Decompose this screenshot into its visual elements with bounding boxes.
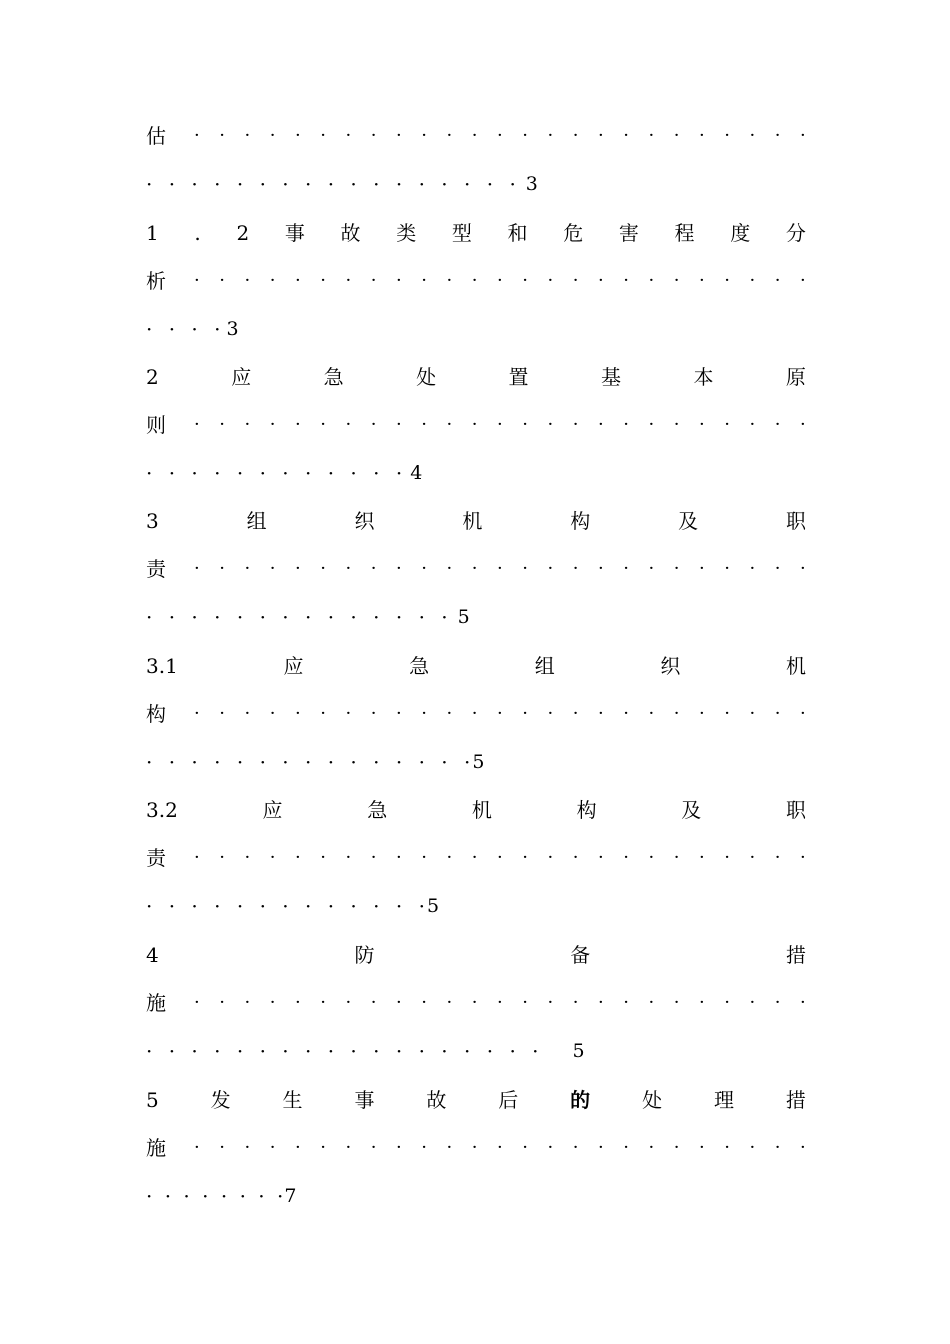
toc-entry-tail xyxy=(146,554,806,584)
toc-heading-char: 组 xyxy=(534,654,555,678)
dot-leader: · · · · · · · · · · · · · · · · · · · · · · · · · xyxy=(194,703,806,724)
toc-heading-char: 事 xyxy=(284,221,305,245)
toc-heading-char: 处 xyxy=(642,1088,663,1112)
toc-entry-tail xyxy=(146,410,806,440)
toc-entry-page-line xyxy=(146,1036,806,1066)
toc-entry-2-heading xyxy=(146,362,806,392)
toc-page-number: 5 xyxy=(426,895,440,917)
dot-leader: · · · · · · · · · · · · · · · · · · · · · · · · · xyxy=(194,1137,806,1158)
toc-page-number: 3 xyxy=(226,318,239,340)
dot-leader: · · · · · · · · · · · · · · · · · · · · · · · · · xyxy=(194,992,806,1013)
toc-entry-4-heading xyxy=(146,651,806,681)
toc-heading-char: 机 xyxy=(462,509,483,533)
toc-entry-tail xyxy=(146,843,806,873)
toc-heading-char: 分 xyxy=(785,221,806,245)
toc-tail-char: 施 xyxy=(146,1136,166,1160)
toc-entry-7-heading xyxy=(146,1085,806,1115)
dot-leader: · · · · · · · · · · · · · · · · · · xyxy=(146,1039,539,1063)
toc-heading-char: 1 xyxy=(146,221,159,245)
toc-tail-char: 则 xyxy=(146,413,166,437)
toc-heading-char: 置 xyxy=(508,365,529,389)
toc-heading-char: 措 xyxy=(785,943,806,967)
toc-page-number: 3 xyxy=(525,173,538,195)
toc-heading-char: 故 xyxy=(426,1088,447,1112)
toc-heading-char: 害 xyxy=(618,221,639,245)
toc-heading-char: 织 xyxy=(660,654,681,678)
toc-tail-char: 估 xyxy=(146,124,166,148)
toc-heading-char: 故 xyxy=(340,221,361,245)
toc-entry-page-line xyxy=(146,891,806,921)
toc-heading-char: 生 xyxy=(282,1088,303,1112)
toc-entry-tail xyxy=(146,121,806,151)
toc-heading-char: 职 xyxy=(785,798,806,822)
toc-heading-char: 机 xyxy=(785,654,806,678)
toc-heading-char: 3.1 xyxy=(146,654,178,678)
toc-entry-1-heading xyxy=(146,218,806,248)
toc-heading-char: 事 xyxy=(354,1088,375,1112)
toc-heading-char: 和 xyxy=(507,221,528,245)
toc-entry-page-line xyxy=(146,1181,806,1211)
toc-page-number: 5 xyxy=(472,751,485,773)
toc-heading-char: 职 xyxy=(785,509,806,533)
toc-heading-char: 急 xyxy=(409,654,430,678)
toc-heading-char: 及 xyxy=(681,798,702,822)
toc-heading-char: 基 xyxy=(601,365,621,389)
toc-tail-char: 责 xyxy=(146,557,166,581)
toc-entry-tail xyxy=(146,266,806,296)
toc-tail-char: 施 xyxy=(146,991,166,1015)
toc-heading-char: 本 xyxy=(693,365,714,389)
toc-heading-char: 备 xyxy=(570,943,591,967)
toc-heading-char: 度 xyxy=(730,221,751,245)
toc-entry-tail xyxy=(146,1133,806,1163)
toc-entry-5-heading xyxy=(146,795,806,825)
toc-entry-page-line xyxy=(146,169,806,199)
toc-page-number: 7 xyxy=(284,1185,297,1207)
dot-leader: · · · · · · · · · · · · · · · · · · · · · · · · · xyxy=(194,847,806,868)
toc-heading-char: 及 xyxy=(678,509,699,533)
dot-leader: · · · · · · · · xyxy=(146,1184,284,1208)
toc-heading-char: 机 xyxy=(471,798,492,822)
toc-entry-page-line xyxy=(146,314,806,344)
toc-heading-char: 应 xyxy=(262,798,283,822)
dot-leader: · · · · · · · · · · · · · · · xyxy=(146,750,471,774)
toc-heading-char: 防 xyxy=(354,943,375,967)
toc-heading-char: 5 xyxy=(146,1088,159,1112)
dot-leader: · · · · · · · · · · · · · · · · · · · · · · · · · xyxy=(194,125,806,146)
toc-heading-char: 3.2 xyxy=(146,798,178,822)
toc-tail-char: 责 xyxy=(146,846,166,870)
toc-entry-page-line xyxy=(146,458,806,488)
toc-heading-char: 2 xyxy=(236,221,250,245)
toc-heading-char: 2 xyxy=(146,365,159,389)
toc-heading-char: 4 xyxy=(146,943,159,967)
toc-heading-char: 程 xyxy=(674,221,695,245)
toc-heading-char: 措 xyxy=(785,1088,806,1112)
toc-entry-tail xyxy=(146,988,806,1018)
dot-leader: · · · · · · · · · · · · · · · · · xyxy=(146,172,516,196)
toc-heading-char: 的 xyxy=(570,1088,591,1112)
toc-entry-tail xyxy=(146,699,806,729)
dot-leader: · · · · xyxy=(146,317,221,341)
toc-heading-char: . xyxy=(194,221,201,245)
toc-heading-char: 理 xyxy=(713,1088,734,1112)
toc-heading-char: 应 xyxy=(283,654,304,678)
toc-heading-char: 组 xyxy=(246,509,267,533)
toc-entry-3-heading xyxy=(146,506,806,536)
toc-heading-char: 3 xyxy=(146,509,159,533)
toc-heading-char: 织 xyxy=(354,509,375,533)
dot-leader: · · · · · · · · · · · · · · · · · · · · · · · · · xyxy=(194,558,806,579)
dot-leader: · · · · · · · · · · · · · xyxy=(146,894,425,918)
toc-heading-char: 类 xyxy=(396,221,417,245)
dot-leader: · · · · · · · · · · · · · · · · · · · · · · · · · xyxy=(194,270,806,291)
toc-page-number: 4 xyxy=(410,462,423,484)
dot-leader: · · · · · · · · · · · · · · · · · · · · · · · · · xyxy=(194,414,806,435)
dot-leader: · · · · · · · · · · · · · · xyxy=(146,605,448,629)
toc-heading-char: 构 xyxy=(570,509,591,533)
toc-heading-char: 急 xyxy=(323,365,344,389)
toc-tail-char: 析 xyxy=(146,269,166,293)
toc-heading-char: 危 xyxy=(563,221,584,245)
toc-heading-char: 处 xyxy=(416,365,437,389)
toc-page-number: 5 xyxy=(572,1040,585,1062)
toc-entry-page-line xyxy=(146,747,806,777)
toc-heading-char: 原 xyxy=(785,365,806,389)
toc-heading-char: 后 xyxy=(498,1088,519,1112)
toc-heading-char: 急 xyxy=(367,798,388,822)
toc-heading-char: 构 xyxy=(576,798,597,822)
toc-heading-char: 发 xyxy=(210,1088,231,1112)
toc-entry-page-line xyxy=(146,602,806,632)
toc-tail-char: 构 xyxy=(146,702,166,726)
toc-entry-6-heading xyxy=(146,940,806,970)
dot-leader: · · · · · · · · · · · · xyxy=(146,461,403,485)
toc-heading-char: 型 xyxy=(451,221,472,245)
toc-heading-char: 应 xyxy=(231,365,252,389)
toc-page-number: 5 xyxy=(457,606,470,628)
